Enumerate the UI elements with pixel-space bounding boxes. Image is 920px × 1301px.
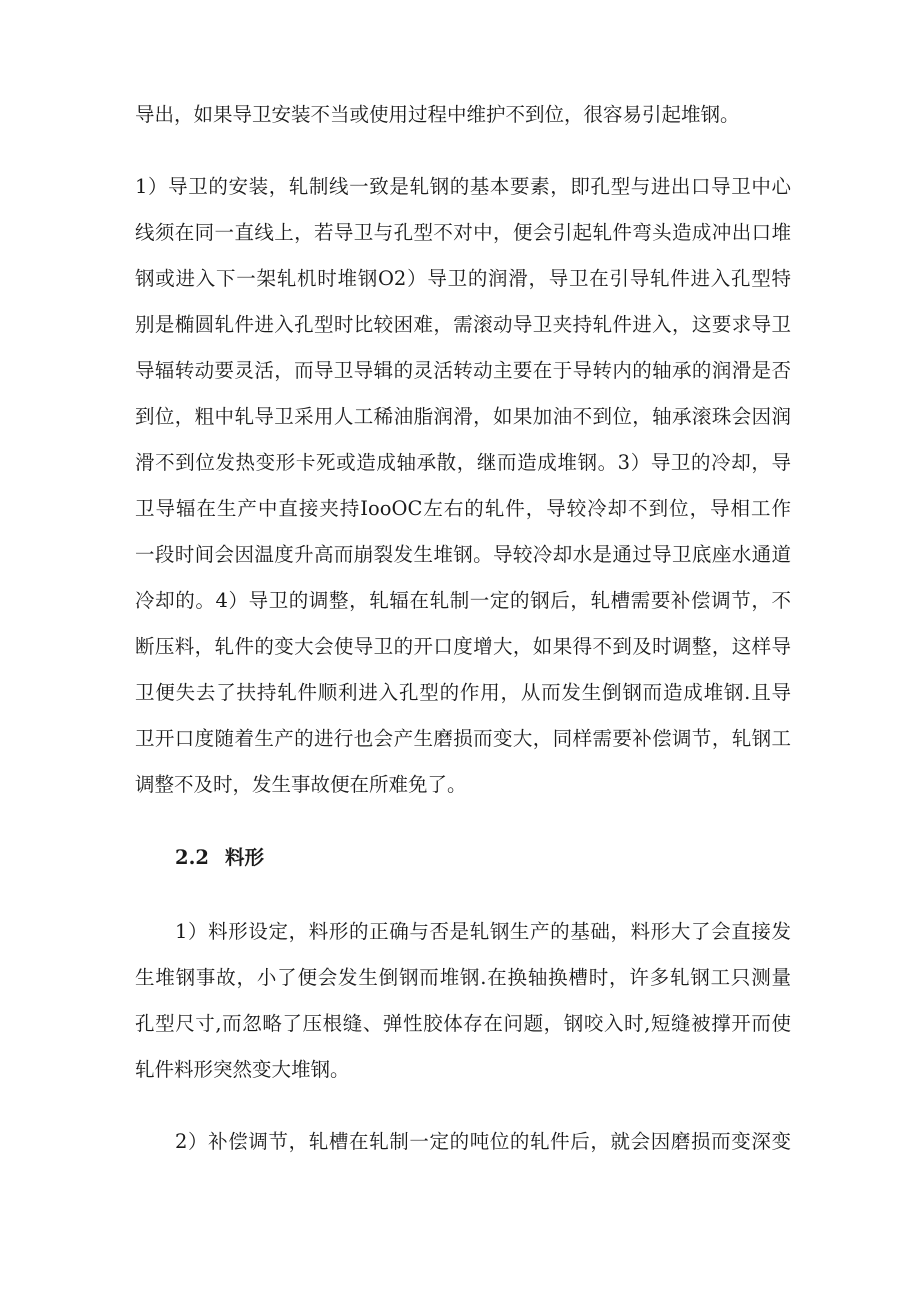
paragraph-line: 1）料形设定，料形的正确与否是轧钢生产的基础，料形大了会直接发 bbox=[175, 920, 791, 943]
paragraph-line: 调整不及时，发生事故便在所难免了。 bbox=[135, 773, 467, 796]
paragraph-line: 到位，粗中轧导卫采用人工稀油脂润滑，如果加油不到位，轴承滚珠会因润 bbox=[135, 405, 791, 428]
paragraph-line: 断压料，轧件的变大会使导卫的开口度增大，如果得不到及时调整，这样导 bbox=[135, 635, 791, 658]
paragraph-line: 滑不到位发热变形卡死或造成轴承散，继而造成堆钢。3）导卫的冷却，导 bbox=[135, 451, 791, 474]
paragraph-line: 导辐转动要灵活，而导卫导辑的灵活转动主要在于导转内的轴承的润滑是否 bbox=[135, 359, 791, 382]
paragraph-line: 一段时间会因温度升高而崩裂发生堆钢。导较冷却水是通过导卫底座水通道 bbox=[135, 543, 791, 566]
paragraph-line: 2）补偿调节，轧槽在轧制一定的吨位的轧件后，就会因磨损而变深变 bbox=[175, 1130, 791, 1153]
paragraph-line: 孔型尺寸,而忽略了压根缝、弹性胶体存在问题，钢咬入时,短缝被撑开而使 bbox=[135, 1012, 791, 1035]
paragraph-line: 别是椭圆轧件进入孔型时比较困难，需滚动导卫夹持轧件进入，这要求导卫 bbox=[135, 313, 791, 336]
paragraph-line: 线须在同一直线上，若导卫与孔型不对中，便会引起轧件弯头造成冲出口堆 bbox=[135, 221, 791, 244]
paragraph-line: 生堆钢事故，小了便会发生倒钢而堆钢.在换轴换槽时，许多轧钢工只测量 bbox=[135, 966, 791, 989]
paragraph-line: 冷却的。4）导卫的调整，轧辐在轧制一定的钢后，轧槽需要补偿调节，不 bbox=[135, 589, 791, 612]
paragraph-line: 卫便失去了扶持轧件顺利进入孔型的作用，从而发生倒钢而造成堆钢.且导 bbox=[135, 681, 791, 704]
paragraph-line: 卫开口度随着生产的进行也会产生磨损而变大，同样需要补偿调节，轧钢工 bbox=[135, 727, 791, 750]
section-heading bbox=[175, 840, 264, 876]
paragraph-line: 轧件料形突然变大堆钢。 bbox=[135, 1058, 350, 1081]
section-title: 料形 bbox=[225, 846, 265, 869]
paragraph-line: 1）导卫的安装，轧制线一致是轧钢的基本要素，即孔型与进出口导卫中心 bbox=[135, 175, 791, 198]
section-number: 2.2 bbox=[175, 846, 209, 869]
intro-line: 导出，如果导卫安装不当或使用过程中维护不到位，很容易引起堆钢。 bbox=[135, 103, 740, 126]
paragraph-line: 钢或进入下一架轧机时堆钢O2）导卫的润滑，导卫在引导轧件进入孔型特 bbox=[135, 267, 791, 290]
paragraph-line: 卫导辐在生产中直接夹持IooOC左右的轧件，导较冷却不到位，导相工作 bbox=[135, 497, 791, 520]
